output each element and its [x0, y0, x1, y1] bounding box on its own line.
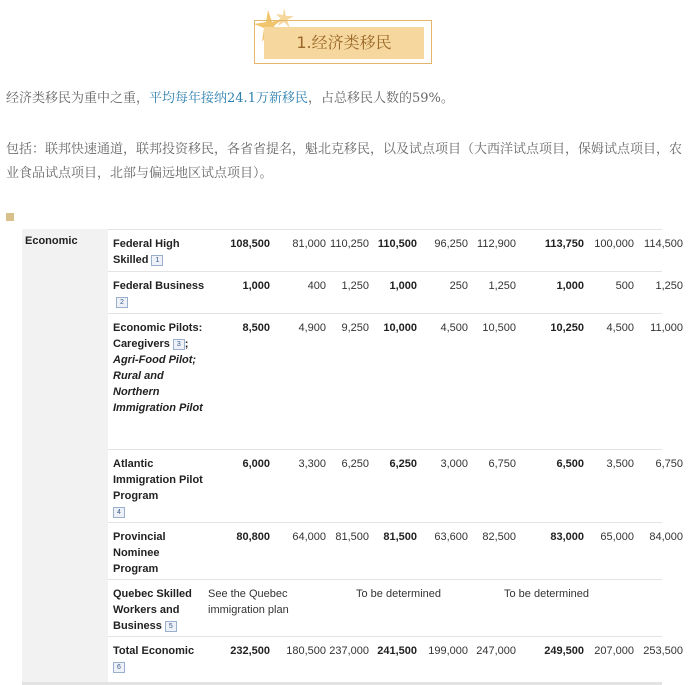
footnote-link[interactable]: 2: [116, 297, 128, 308]
table-cell: 3,500: [606, 458, 634, 470]
table-cell: 3,300: [298, 458, 326, 470]
table-cell: 84,000: [649, 531, 683, 543]
table-cell: 1,000: [389, 280, 417, 292]
row-label: [113, 456, 205, 520]
row-label: [113, 320, 205, 416]
row-label-text: Quebec Skilled Workers and Business: [113, 588, 192, 632]
table-cell: 1,250: [341, 280, 369, 292]
table-cell: 10,250: [550, 322, 584, 334]
row-label-text: Economic Pilots: Caregivers: [113, 322, 203, 350]
intro-lead: 经济类移民为重中之重，: [6, 91, 150, 106]
section-title-badge: [254, 20, 434, 68]
table-cell: 8,500: [242, 322, 270, 334]
table-cell: 4,500: [606, 322, 634, 334]
table-cell: 180,500: [286, 645, 326, 657]
table-cell: 3,000: [440, 458, 468, 470]
table-cell: 80,800: [236, 531, 270, 543]
table-row: [108, 636, 683, 683]
table-cell: 81,500: [383, 531, 417, 543]
intro-tail: ，占总移民人数的59%。: [307, 91, 454, 106]
table-cell: 83,000: [550, 531, 584, 543]
table-note: To be determined: [504, 588, 589, 600]
table-cell: 82,500: [482, 531, 516, 543]
table-cell: 100,000: [594, 238, 634, 250]
table-note: See the Quebec immigration plan: [208, 588, 289, 616]
table-cell: 207,000: [594, 645, 634, 657]
footnote-link[interactable]: 5: [165, 621, 177, 632]
table-cell: 247,000: [476, 645, 516, 657]
table-cell: 96,250: [434, 238, 468, 250]
table-cell: 6,500: [556, 458, 584, 470]
table-cell: 241,500: [377, 645, 417, 657]
section-title: 1.经济类移民: [264, 27, 424, 59]
includes-paragraph: 包括：联邦快速通道，联邦投资移民，各省省提名，魁北克移民，以及试点项目（大西洋试点项目，保姆试点项目，农业食品试点项目，北部与偏远地区试点项目）。: [6, 142, 683, 181]
table-cell: 114,500: [644, 238, 683, 250]
table-cell: 6,250: [389, 458, 417, 470]
table-row: [108, 579, 662, 637]
row-label: [113, 586, 205, 634]
table-cell: 10,500: [482, 322, 516, 334]
table-cell: 232,500: [230, 645, 270, 657]
intro-highlight: 平均每年接纳24.1万新移民: [149, 91, 308, 106]
table-row: [108, 271, 683, 314]
table-cell: 113,750: [544, 238, 584, 250]
category-column: [22, 229, 108, 685]
table-row: [108, 313, 683, 450]
table-cell: 10,000: [383, 322, 417, 334]
table-cell: 1,000: [242, 280, 270, 292]
table-cell: 199,000: [428, 645, 468, 657]
footnote-link[interactable]: 1: [151, 255, 163, 266]
table-cell: 110,500: [377, 238, 417, 250]
footnote-link[interactable]: 4: [113, 507, 125, 518]
row-label-separator: ;: [184, 338, 189, 350]
table-cell: 6,000: [242, 458, 270, 470]
table-cell: 400: [307, 280, 326, 292]
table-cell: 6,250: [341, 458, 369, 470]
table-cell: 6,750: [655, 458, 683, 470]
table-row: [108, 229, 683, 272]
table-note: To be determined: [356, 588, 441, 600]
row-label-text: Total Economic: [113, 645, 195, 657]
row-label-text: Atlantic Immigration Pilot Program: [113, 458, 203, 502]
row-label-italic: Agri-Food Pilot; Rural and Northern Immigration Pilot: [113, 354, 203, 414]
table-row: [108, 522, 683, 580]
title-frame: [254, 20, 432, 64]
table-cell: 237,000: [329, 645, 369, 657]
table-cell: 500: [615, 280, 634, 292]
table-cell: 108,500: [230, 238, 270, 250]
table-cell: 65,000: [600, 531, 634, 543]
table-cell: 4,500: [440, 322, 468, 334]
table-cell: 4,900: [298, 322, 326, 334]
category-label: Economic: [25, 235, 78, 247]
row-label-text: Federal Business: [113, 280, 205, 292]
row-label: Provincial Nominee Program: [113, 531, 166, 575]
table-cell: 1,250: [655, 280, 683, 292]
table-cell: 81,000: [292, 238, 326, 250]
table-cell: 63,600: [434, 531, 468, 543]
table-cell: 1,000: [556, 280, 584, 292]
bullet-marker: [6, 213, 14, 221]
footnote-link[interactable]: 3: [173, 339, 185, 350]
table-cell: 81,500: [335, 531, 369, 543]
table-cell: 1,250: [488, 280, 516, 292]
row-label: [113, 236, 205, 268]
table-cell: 11,000: [650, 322, 683, 334]
table-cell: 250: [449, 280, 468, 292]
table-cell: 9,250: [341, 322, 369, 334]
footnote-link[interactable]: 6: [113, 662, 125, 673]
intro-paragraph: [6, 88, 686, 110]
table-cell: 6,750: [488, 458, 516, 470]
immigration-table: [22, 229, 683, 685]
table-cell: 249,500: [544, 645, 584, 657]
row-label: [113, 278, 205, 310]
table-cell: 253,500: [643, 645, 683, 657]
table-row: [108, 449, 683, 523]
table-cell: 110,250: [330, 238, 369, 250]
table-cell: 112,900: [477, 238, 516, 250]
row-label: [113, 643, 205, 675]
table-cell: 64,000: [292, 531, 326, 543]
row-label-text: Federal High Skilled: [113, 238, 180, 266]
